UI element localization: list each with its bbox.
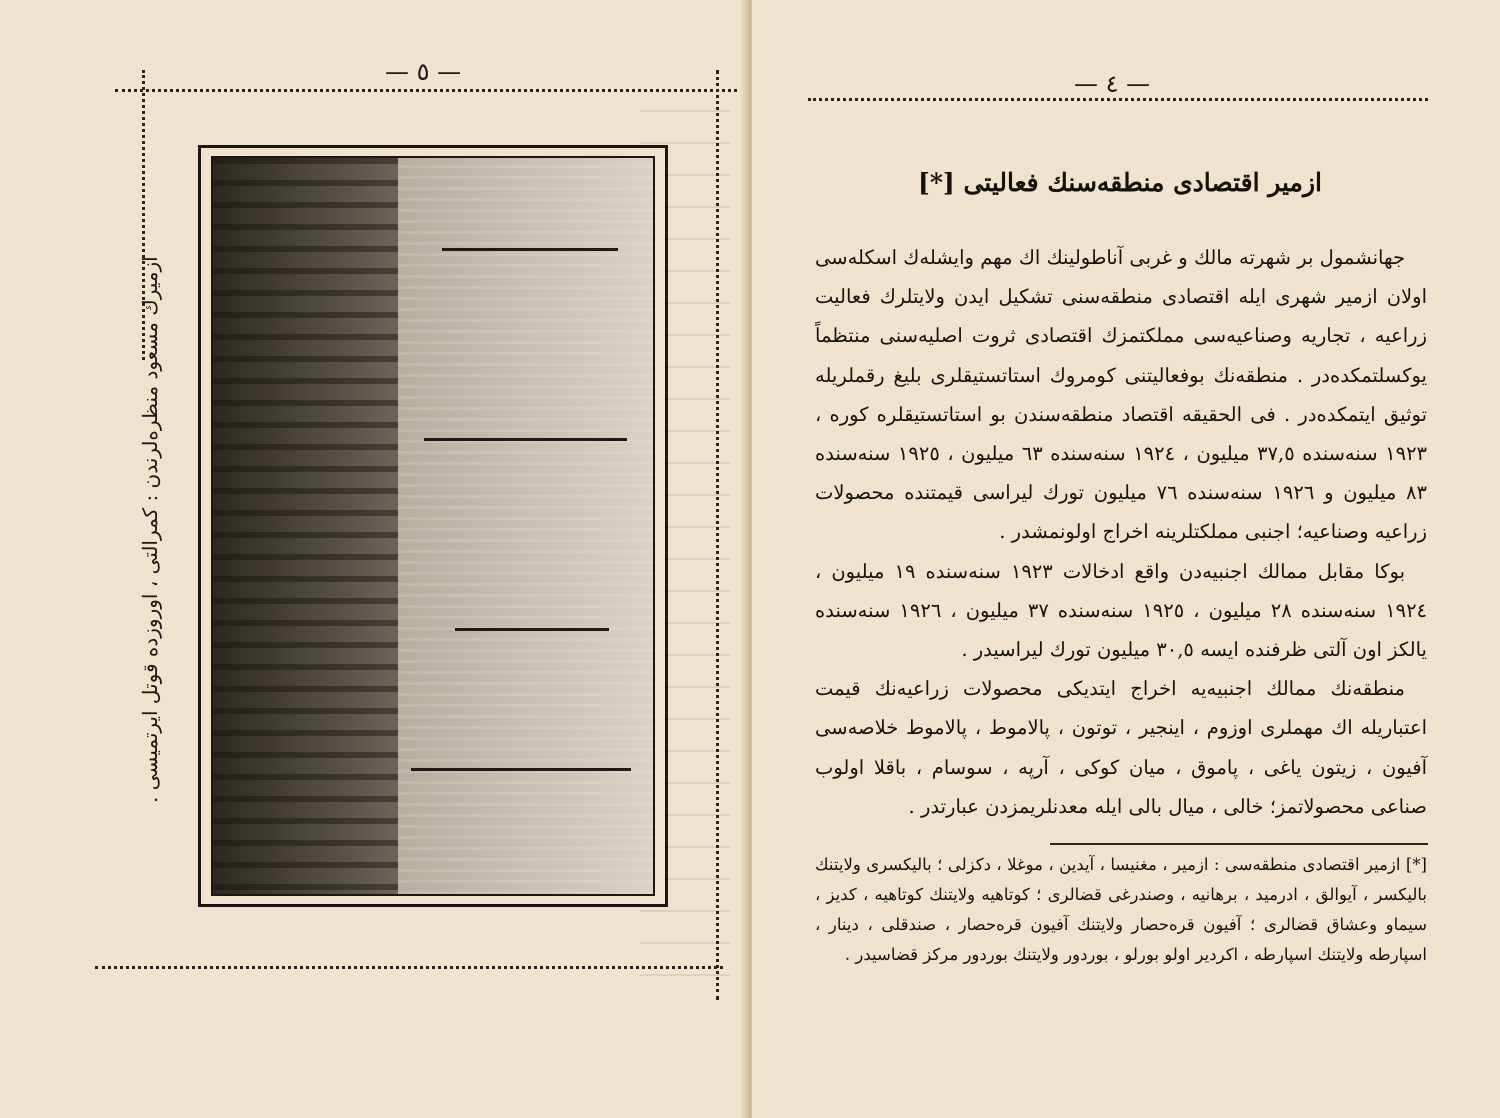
paragraph: بوكا مقابل ممالك اجنبیه‌دن واقع ادخالات ١٩٢٣ سنه‌سنده ١٩ میلیون ، ١٩٢٤ سنه‌سنده ٢٨ میلیون ، ١٩٢٥ سنه‌سنده ٣٧ میلیون ، ١٩٢٦ سنه‌سنده یالكز اون آلتی ظرفنده ایسه ٣٠,٥ میلیون تورك لیراسیدر . bbox=[815, 559, 1428, 662]
footnote-rule bbox=[1050, 843, 1428, 845]
footnote: [*] ازمیر اقتصادی منطقه‌سی : ازمیر ، مغنیسا ، آیدین ، موغلا ، دكزلی ؛ بالیكسری ولایتنك بالیكسر ، آیوالق ، ادرمید ، برهانیه ، وصندرغی قضالری ؛ كوتاهیه ولایتنك كوتاهیه ، كدیز ، سیماو وعشاق قضالری ؛ آفیون قره‌حصار ولایتنك آفیون قره‌حصار ، صندقلی ، دینار ، اسپارطه ولایتنك اسپارطه ، اكردیر اولو بورلو ، بوردور ولایتنك بوردور مركز قضاسیدر . bbox=[815, 855, 1427, 964]
photo-mast bbox=[411, 768, 631, 771]
page-title: ازمیر اقتصادی منطقه‌سنك فعالیتی [*] bbox=[918, 168, 1322, 197]
photo-mast bbox=[442, 248, 618, 251]
body-text bbox=[815, 238, 1427, 826]
photo-water bbox=[398, 158, 653, 894]
right-dotted-border bbox=[716, 70, 719, 1000]
photo-mast bbox=[455, 628, 609, 631]
harbor-photograph bbox=[198, 145, 668, 907]
page-number-right: — ٤ — bbox=[1074, 70, 1151, 98]
photo-mast bbox=[424, 438, 626, 441]
top-dotted-border bbox=[115, 89, 743, 92]
top-dotted-border bbox=[808, 98, 1428, 101]
photo-quay bbox=[213, 158, 398, 894]
left-page bbox=[0, 0, 748, 1118]
bottom-dotted-border bbox=[95, 966, 723, 969]
photo-caption: ازمیرك مسعود منظره‌لرندن : كمرالتی ، اوروزده قوتل ایرتمیسی . bbox=[138, 256, 162, 804]
paragraph: جهانشمول بر شهرته مالك و غربی آناطولینك اك مهم وایشله‌ك اسکله‌سی اولان ازمیر شهری ایله اقتصادی منطقه‌سنی تشکیل ایدن ولایتلرك فعالیت زراعیه ، تجاریه وصناعیه‌سی مملکتمزك اقتصادی ثروت اصلیه‌سنی منتظماً یوكسلتمكده‌در . منطقه‌نك بوفعالیتنی كومروك استاتستیقلری بلیغ رقملریله توثیق ایتمكده‌در . فی الحقیقه اقتصاد منطقه‌سندن بو استاتستیقلره كوره ، ١٩٢٣ سنه‌سنده ٣٧,٥ میلیون ، ١٩٢٤ سنه‌سنده ٦٣ میلیون ، ١٩٢٥ سنه‌سنده ٨٣ میلیون و ١٩٢٦ سنه‌سنده ٧٦ میلیون تورك لیراسی قیمتنده محصولات زراعیه وصناعیه؛ اجنبی مملكتلرینه اخراج اولونمشدر . bbox=[815, 246, 1428, 544]
photo-image bbox=[211, 156, 655, 896]
page-number-left: — ٥ — bbox=[385, 58, 462, 86]
paragraph: منطقه‌نك ممالك اجنبیه‌یه اخراج ایتدیكی محصولات زراعیه‌نك قیمت اعتباریله اك مهملری اوزوم ، اینجیر ، توتون ، پالاموط ، پالاموط خلاصه‌سی آفیون ، زیتون یاغی ، پاموق ، میان كوكی ، آرپه ، سوسام ، باقلا اولوب صناعی محصولاتمز؛ خالی ، میال بالی ایله معدنلریمزدن عبارتدر . bbox=[815, 677, 1427, 818]
